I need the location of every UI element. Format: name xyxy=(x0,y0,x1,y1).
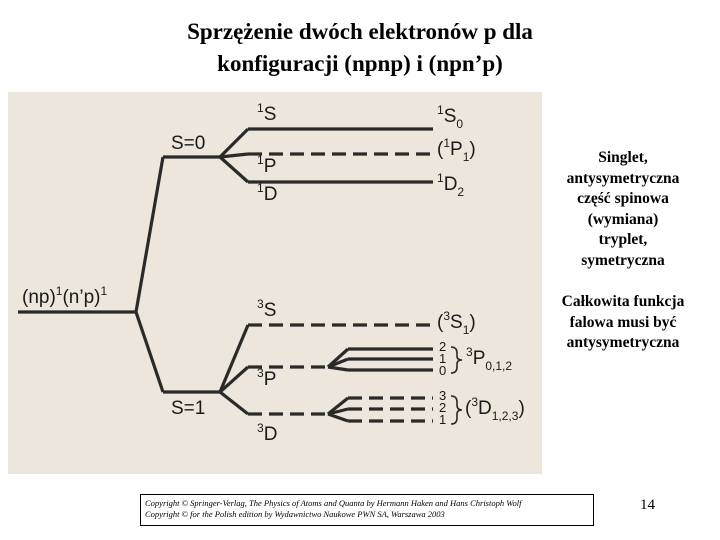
diagram-svg xyxy=(8,92,542,474)
j-value-3D2: 2 xyxy=(439,400,447,415)
split-line-3D xyxy=(328,414,348,421)
term-label-1S: $^1$S xyxy=(257,101,277,125)
level-label-1S0: $^1S_0$ xyxy=(437,103,464,131)
note-line: Całkowita funkcja xyxy=(561,293,685,310)
j-value-3P1: 1 xyxy=(439,351,447,366)
level-label-3D123: $(^3D_{1,2,3})$ xyxy=(465,395,525,423)
term-label-3D: $^3$D xyxy=(257,421,278,445)
title-line-2: konfiguracji (npnp) i (npn’p) xyxy=(217,51,503,76)
configuration-label: (np)$^1$(n’p)$^1$ xyxy=(22,284,108,308)
j-value-3P2: 2 xyxy=(439,339,447,354)
j-value-3D1: 1 xyxy=(439,412,447,427)
term-label-1P: $^1$P xyxy=(257,153,277,177)
brace-3D xyxy=(451,396,462,424)
copyright-box xyxy=(140,494,594,526)
copyright-line-2: Copyright © for the Polish edition by Wydawnictwo Naukowe PWN SA, Warszawa 2003 xyxy=(145,509,445,519)
antisymmetry-note xyxy=(538,292,708,354)
singlet-triplet-note xyxy=(538,148,708,271)
s0-label: S=0 xyxy=(171,133,206,154)
split-line-3P xyxy=(328,367,348,370)
slide-title xyxy=(0,16,720,80)
term-label-3P: $^3$P xyxy=(257,366,277,390)
j-value-3D3: 3 xyxy=(439,388,447,403)
note-line: część spinowa xyxy=(577,190,669,207)
singlet-fan-line xyxy=(220,129,248,157)
singlet-fan-line xyxy=(220,157,248,182)
singlet-branch-line xyxy=(136,157,163,312)
triplet-fan-line xyxy=(220,392,248,414)
level-label-1D2: $^1D_2$ xyxy=(437,171,465,199)
triplet-fan-line xyxy=(220,325,248,392)
note-line: symetryczna xyxy=(581,251,665,269)
note-line: antysymetryczna xyxy=(566,169,680,187)
s1-label: S=1 xyxy=(171,398,206,419)
note-line: antysymetryczna xyxy=(566,334,680,351)
brace-3P xyxy=(451,347,462,373)
note-line: Singlet, xyxy=(598,149,648,166)
copyright-line-1: Copyright © Springer-Verlag, The Physics of Atoms and Quanta by Hermann Haken and Hans Christoph Wolf xyxy=(145,498,522,508)
energy-level-diagram xyxy=(8,92,542,474)
term-label-1D: $^1$D xyxy=(257,181,278,205)
term-label-3S: $^3$S xyxy=(257,297,277,321)
note-line: tryplet, xyxy=(598,231,648,248)
level-label-3S1: $(^3S_1)$ xyxy=(437,309,476,337)
level-label-1P1: $(^1P_1)$ xyxy=(437,136,476,164)
j-value-3P0: 0 xyxy=(439,363,447,378)
title-line-1: Sprzężenie dwóch elektronów p dla xyxy=(187,19,533,44)
note-line: falowa musi być xyxy=(569,313,677,331)
page-number: 14 xyxy=(640,497,655,513)
level-label-3P012: $^3P_{0,1,2}$ xyxy=(466,345,513,373)
triplet-branch-line xyxy=(136,312,163,392)
note-line: (wymiana) xyxy=(587,210,659,228)
